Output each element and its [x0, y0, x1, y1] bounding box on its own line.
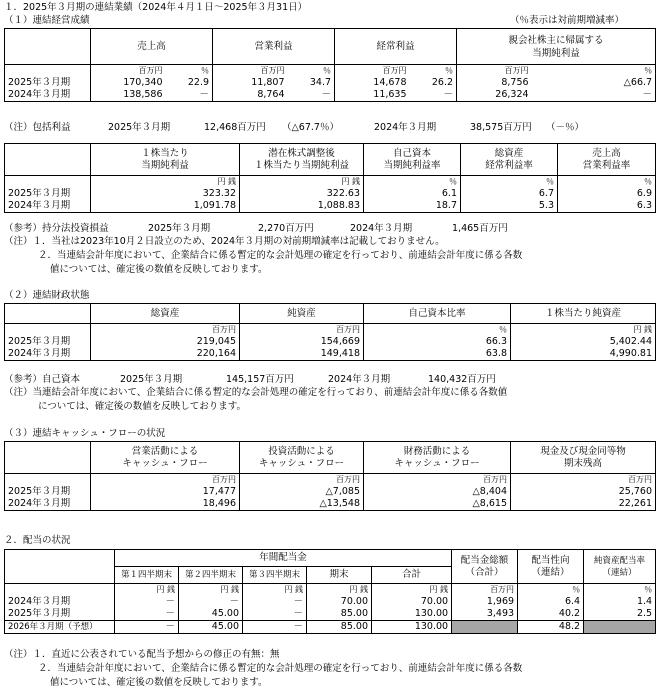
- unit: 円 銭: [307, 584, 372, 597]
- col-header: １株当たり純資産: [511, 304, 656, 324]
- subsection-title: （３）連結キャッシュ・フローの状況: [4, 428, 166, 439]
- col-header: [457, 29, 656, 65]
- col-header: [240, 144, 364, 176]
- cell: 25,760: [511, 486, 656, 498]
- col-header-line: １株当たり: [141, 147, 189, 159]
- col-header: [461, 144, 558, 176]
- col-header: 営業利益: [213, 29, 335, 65]
- col-header-line: 潜在株式調整後: [268, 147, 335, 159]
- unit: ％: [201, 66, 210, 75]
- results-table: [4, 28, 656, 102]
- cell: 219,045: [91, 336, 240, 348]
- col-header: 経常利益: [335, 29, 457, 65]
- col-header: 期末: [307, 567, 372, 584]
- table-row: [5, 77, 656, 89]
- comprehensive-change: （△67.7％）: [282, 122, 339, 133]
- table-row: [5, 336, 656, 348]
- cell: 130.00: [372, 621, 452, 634]
- cell: 63.8: [364, 348, 511, 361]
- cell: 4,990.81: [511, 348, 656, 361]
- cell: 322.63: [240, 188, 364, 200]
- col-header-line: （連結）: [531, 566, 570, 578]
- row-label: 2025年３月期: [8, 608, 71, 619]
- cell: 34.7: [309, 77, 332, 88]
- col-header-line: 総資産: [494, 147, 524, 159]
- unit: 百万円: [91, 474, 240, 487]
- col-header-line: 財務活動による: [403, 445, 471, 457]
- unit: 円 銭: [243, 584, 307, 597]
- comprehensive-value: 12,468百万円: [204, 122, 266, 133]
- unit: 百万円: [91, 65, 166, 78]
- cell: 45.00: [179, 621, 243, 634]
- comprehensive-change: （－％）: [546, 122, 585, 133]
- unit: ％: [584, 584, 656, 597]
- equity-method-label: （参考）持分法投資損益: [4, 223, 109, 234]
- col-header: 合計: [372, 567, 452, 584]
- col-header-line: （連結）: [602, 567, 637, 578]
- cell: 45.00: [179, 608, 243, 621]
- unit: 百万円: [452, 584, 518, 597]
- cell: 40.2: [518, 608, 584, 621]
- cell: 70.00: [307, 596, 372, 608]
- cell: 138,586: [91, 89, 166, 102]
- col-header-line: キャッシュ・フロー: [394, 457, 480, 469]
- unit: 百万円: [213, 65, 288, 78]
- unit: 円 銭: [511, 324, 656, 337]
- row-label: 2026年３月期（予想）: [5, 621, 115, 634]
- cell: 26.2: [431, 77, 454, 88]
- cell: 8,756: [457, 77, 532, 89]
- cell: 1,091.78: [91, 200, 240, 213]
- financial-position-table: [4, 303, 656, 361]
- cell: 66.3: [364, 336, 511, 348]
- comprehensive-label: （注）包括利益: [4, 122, 71, 133]
- subsection-title: （１）連結経営成績: [4, 15, 90, 26]
- row-label: 2024年３月期: [8, 200, 71, 211]
- col-header-line: 配当金総額: [460, 554, 509, 566]
- unit: 円 銭: [240, 176, 364, 189]
- col-header-line: （合計）: [465, 566, 504, 578]
- note-line: ２．当連結会計年度において、企業結合に係る暫定的な会計処理の確定を行っており、前連結会計年度に係る各数: [38, 250, 523, 261]
- col-header: [364, 442, 511, 474]
- table-row: [5, 608, 656, 621]
- cell: －: [115, 596, 179, 608]
- row-label: 2025年３月期: [8, 77, 71, 88]
- unit: ％: [644, 66, 653, 75]
- cell: △66.7: [623, 77, 653, 88]
- unit: 百万円: [240, 474, 364, 487]
- unit: 円 銭: [372, 584, 452, 597]
- col-header-line: 配当性向: [531, 554, 570, 566]
- col-header: [91, 144, 240, 176]
- col-header: [240, 442, 364, 474]
- cell: －: [321, 89, 332, 100]
- cell: 154,669: [240, 336, 364, 348]
- ref-value: 145,157百万円: [226, 374, 294, 385]
- comprehensive-period: 2025年３月期: [108, 122, 171, 133]
- ref-label: （参考）自己資本: [4, 374, 81, 385]
- cell: 3,493: [452, 608, 518, 621]
- note-line: （注）１．当社は2023年10月２日設立のため、2024年３月期の対前期増減率は記載しておりません。: [4, 236, 445, 247]
- note-line: （注）１．直近に公表されている配当予想からの修正の有無：無: [4, 649, 280, 660]
- cell: △13,548: [240, 498, 364, 511]
- cell: －: [243, 621, 307, 634]
- dividends-table: [4, 549, 656, 634]
- cell: △7,085: [240, 486, 364, 498]
- unit: 百万円: [364, 474, 511, 487]
- col-header: 総資産: [91, 304, 240, 324]
- table-row: [5, 596, 656, 608]
- unit: 百万円: [91, 324, 240, 337]
- cell: 85.00: [307, 608, 372, 621]
- equity-method-value: 1,465百万円: [452, 223, 508, 234]
- ref-value: 140,432百万円: [428, 374, 496, 385]
- cell: 26,324: [457, 89, 532, 102]
- cell: 22,261: [511, 498, 656, 511]
- col-header-line: キャッシュ・フロー: [122, 457, 208, 469]
- unit: 百万円: [457, 65, 532, 78]
- equity-method-period: 2025年３月期: [148, 223, 211, 234]
- col-header-line: 投資活動による: [268, 445, 335, 457]
- table-row: [5, 89, 656, 102]
- unit: ％: [445, 66, 454, 75]
- unit: ％: [364, 176, 461, 189]
- cell: 11,635: [335, 89, 410, 102]
- cell-shaded: [452, 621, 518, 634]
- unit: 百万円: [511, 474, 656, 487]
- cell: －: [243, 596, 307, 608]
- cell: 2.5: [584, 608, 656, 621]
- comprehensive-period: 2024年３月期: [374, 122, 437, 133]
- cell: －: [115, 608, 179, 621]
- cell: 70.00: [372, 596, 452, 608]
- col-header: 第２四半期末: [179, 567, 243, 584]
- unit: 百万円: [335, 65, 410, 78]
- col-header-line: 純資産配当率: [594, 555, 646, 566]
- cell: 22.9: [187, 77, 210, 88]
- section-title: ２．配当の状況: [4, 535, 71, 546]
- row-label: 2025年３月期: [8, 188, 71, 199]
- row-label: 2024年３月期: [8, 89, 71, 100]
- col-header: [91, 442, 240, 474]
- col-header: [452, 550, 518, 584]
- col-header-line: 当期純利益: [532, 47, 580, 59]
- cell: 1.4: [584, 596, 656, 608]
- unit: ％: [323, 66, 332, 75]
- cell: 18,496: [91, 498, 240, 511]
- note-line: 値については、確定後の数値を反映しております。: [50, 264, 268, 275]
- col-header: 自己資本比率: [364, 304, 511, 324]
- cell: 170,340: [91, 77, 166, 89]
- col-header: [511, 442, 656, 474]
- col-header-line: １株当たり当期純利益: [253, 159, 349, 171]
- cell: 18.7: [364, 200, 461, 213]
- table-row: [5, 348, 656, 361]
- col-header-line: 当期純利益: [141, 159, 189, 171]
- cell: －: [179, 596, 243, 608]
- col-header-line: 営業活動による: [131, 445, 199, 457]
- table-row: [5, 188, 656, 200]
- note-line: ２．当連結会計年度において、企業結合に係る暫定的な会計処理の確定を行っており、前連結会計年度に係る各数: [38, 663, 523, 674]
- row-label: 2024年３月期: [8, 498, 71, 509]
- cell: －: [115, 621, 179, 634]
- cell: 17,477: [91, 486, 240, 498]
- cell: 8,764: [213, 89, 288, 102]
- comprehensive-value: 38,575百万円: [470, 122, 532, 133]
- note-line: （注）当連結会計年度において、企業結合に係る暫定的な会計処理の確定を行っており、前連結会計年度に係る各数値: [4, 387, 508, 398]
- ref-period: 2024年３月期: [328, 374, 391, 385]
- cell: 14,678: [335, 77, 410, 89]
- pershare-table: [4, 143, 656, 213]
- ref-period: 2025年３月期: [120, 374, 183, 385]
- row-label: 2025年３月期: [8, 336, 71, 347]
- cell: 6.4: [518, 596, 584, 608]
- col-header: 売上高: [91, 29, 213, 65]
- cell: 1,969: [452, 596, 518, 608]
- col-header-line: 自己資本: [392, 147, 431, 159]
- col-header-line: 営業利益率: [582, 159, 631, 171]
- table-row: [5, 621, 656, 634]
- row-label: 2024年３月期: [8, 348, 71, 359]
- col-header-line: 売上高: [592, 147, 621, 159]
- table-row: [5, 498, 656, 511]
- col-header-line: キャッシュ・フロー: [258, 457, 345, 469]
- unit: ％: [518, 584, 584, 597]
- cell: 48.2: [518, 621, 584, 634]
- cell: 6.1: [364, 188, 461, 200]
- unit: ％: [364, 324, 511, 337]
- col-header-line: 現金及び現金同等物: [540, 445, 626, 457]
- row-label: 2025年３月期: [8, 486, 71, 497]
- cell: 220,164: [91, 348, 240, 361]
- cell: 85.00: [307, 621, 372, 634]
- table-row: [5, 486, 656, 498]
- pct-note: （％表示は対前期増減率）: [510, 15, 625, 26]
- cell: 5,402.44: [511, 336, 656, 348]
- cell: 130.00: [372, 608, 452, 621]
- cell: 6.3: [558, 200, 656, 213]
- section-title: １．2025年３月期の連結業績（2024年４月１日～2025年３月31日）: [4, 2, 308, 13]
- equity-method-value: 2,270百万円: [258, 223, 314, 234]
- cell: △8,404: [364, 486, 511, 498]
- col-header-line: 経常利益率: [485, 159, 533, 171]
- note-line: 値については、確定後の数値を反映しております。: [50, 677, 268, 688]
- unit: ％: [558, 176, 656, 189]
- col-header: 第３四半期末: [243, 567, 307, 584]
- col-header-line: 当期純利益率: [383, 159, 441, 171]
- cell: △8,615: [364, 498, 511, 511]
- unit: 円 銭: [91, 176, 240, 189]
- subsection-title: （２）連結財政状態: [4, 290, 90, 301]
- cell: 5.3: [461, 200, 558, 213]
- unit: 百万円: [240, 324, 364, 337]
- equity-method-period: 2024年３月期: [350, 223, 413, 234]
- annual-dividend-header: 年間配当金: [115, 550, 452, 567]
- unit: 円 銭: [115, 584, 179, 597]
- col-header: 純資産: [240, 304, 364, 324]
- col-header: [558, 144, 656, 176]
- cell: 11,807: [213, 77, 288, 89]
- col-header: [584, 550, 656, 584]
- cell: 6.7: [461, 188, 558, 200]
- col-header: [364, 144, 461, 176]
- cell: 6.9: [558, 188, 656, 200]
- cell: －: [443, 89, 454, 100]
- cashflow-table: [4, 441, 656, 511]
- cell: 323.32: [91, 188, 240, 200]
- col-header-line: 親会社株主に帰属する: [508, 34, 604, 46]
- note-line: については、確定後の数値を反映しております。: [38, 401, 247, 412]
- row-label: 2024年３月期: [8, 596, 71, 607]
- cell: 149,418: [240, 348, 364, 361]
- col-header: 第１四半期末: [115, 567, 179, 584]
- cell: －: [642, 89, 653, 100]
- col-header: [518, 550, 584, 584]
- cell-shaded: [584, 621, 656, 634]
- col-header-line: 期末残高: [563, 457, 602, 469]
- table-row: [5, 200, 656, 213]
- cell: －: [243, 608, 307, 621]
- unit: 円 銭: [179, 584, 243, 597]
- unit: ％: [461, 176, 558, 189]
- cell: －: [199, 89, 210, 100]
- cell: 1,088.83: [240, 200, 364, 213]
